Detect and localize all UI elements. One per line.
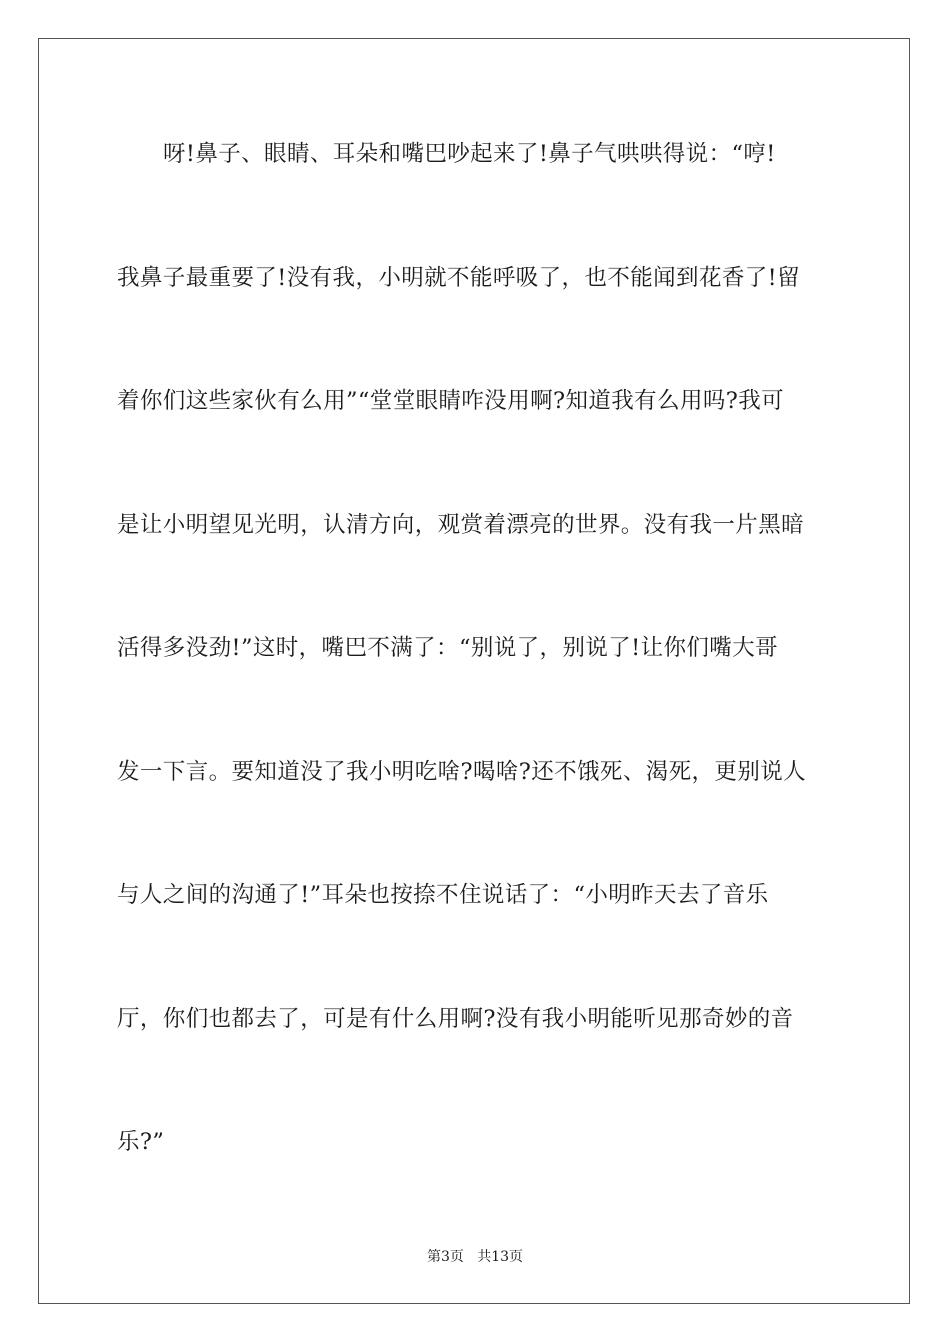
page-border: [38, 38, 910, 1304]
paragraph-line-6: 发一下言。要知道没了我小明吃啥?喝啥?还不饿死、渴死，更别说人: [117, 759, 807, 785]
page-number-footer: 第3页 共13页: [426, 1249, 524, 1265]
paragraph-line-2: 我鼻子最重要了!没有我，小明就不能呼吸了，也不能闻到花香了!留: [117, 265, 800, 291]
paragraph-line-4: 是让小明望见光明，认清方向，观赏着漂亮的世界。没有我一片黑暗: [117, 512, 805, 538]
paragraph-line-5: 活得多没劲!”这时，嘴巴不满了：“别说了，别说了!让你们嘴大哥: [117, 635, 778, 661]
paragraph-line-3: 着你们这些家伙有么用”“堂堂眼睛咋没用啊?知道我有么用吗?我可: [117, 388, 785, 414]
paragraph-line-8: 厅，你们也都去了，可是有什么用啊?没有我小明能听见那奇妙的音: [117, 1006, 794, 1032]
paragraph-line-1: 呀!鼻子、眼睛、耳朵和嘴巴吵起来了!鼻子气哄哄得说：“哼!: [163, 141, 776, 167]
paragraph-line-9: 乐?”: [117, 1129, 165, 1155]
paragraph-line-7: 与人之间的沟通了!”耳朵也按捺不住说话了：“小明昨天去了音乐: [117, 882, 769, 908]
